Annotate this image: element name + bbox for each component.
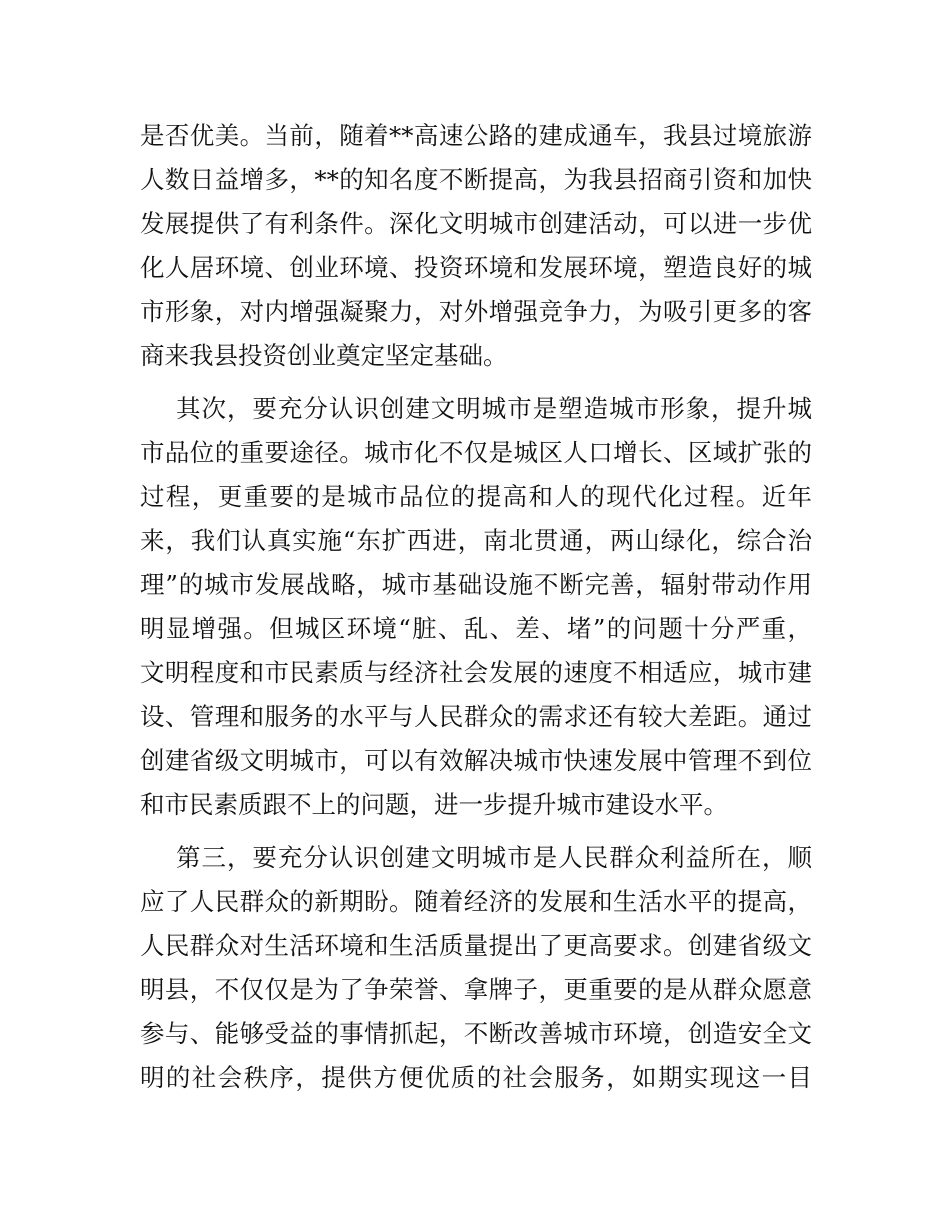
paragraph-line: 市品位的重要途径。城市化不仅是城区人口增长、区域扩张的 (140, 438, 812, 467)
paragraph-line: 第三，要充分认识创建文明城市是人民群众利益所在，顺 (176, 843, 812, 872)
paragraph-line: 文明程度和市民素质与经济社会发展的速度不相适应，城市建 (140, 658, 812, 687)
paragraph-line: 是否优美。当前，随着**高速公路的建成通车，我县过境旅游 (140, 121, 812, 150)
paragraph-line: 和市民素质跟不上的问题，进一步提升城市建设水平。 (140, 790, 728, 819)
paragraph-line: 过程，更重要的是城市品位的提高和人的现代化过程。近年 (140, 482, 812, 511)
paragraph-line: 设、管理和服务的水平与人民群众的需求还有较大差距。通过 (140, 702, 812, 731)
paragraph-line: 人数日益增多，**的知名度不断提高，为我县招商引资和加快 (140, 165, 812, 194)
paragraph-line: 商来我县投资创业奠定坚定基础。 (140, 341, 508, 370)
paragraph-line: 参与、能够受益的事情抓起，不断改善城市环境，创造安全文 (140, 1019, 812, 1048)
paragraph-line: 市形象，对内增强凝聚力，对外增强竞争力，为吸引更多的客 (140, 297, 812, 326)
paragraph-line: 明的社会秩序，提供方便优质的社会服务，如期实现这一目 (140, 1063, 812, 1092)
paragraph-line: 理”的城市发展战略，城市基础设施不断完善，辐射带动作用 (140, 570, 812, 599)
paragraph-line: 应了人民群众的新期盼。随着经济的发展和生活水平的提高， (140, 887, 812, 916)
paragraph-line: 其次，要充分认识创建文明城市是塑造城市形象，提升城 (176, 394, 812, 423)
paragraph-line: 明显增强。但城区环境“脏、乱、差、堵”的问题十分严重， (140, 614, 812, 643)
paragraph-line: 发展提供了有利条件。深化文明城市创建活动，可以进一步优 (140, 209, 812, 238)
paragraph-line: 创建省级文明城市，可以有效解决城市快速发展中管理不到位 (140, 746, 812, 775)
paragraph-line: 来，我们认真实施“东扩西进，南北贯通，两山绿化，综合治 (140, 526, 812, 555)
paragraph-line: 化人居环境、创业环境、投资环境和发展环境，塑造良好的城 (140, 253, 812, 282)
paragraph-line: 明县，不仅仅是为了争荣誉、拿牌子，更重要的是从群众愿意 (140, 975, 812, 1004)
paragraph-line: 人民群众对生活环境和生活质量提出了更高要求。创建省级文 (140, 931, 812, 960)
